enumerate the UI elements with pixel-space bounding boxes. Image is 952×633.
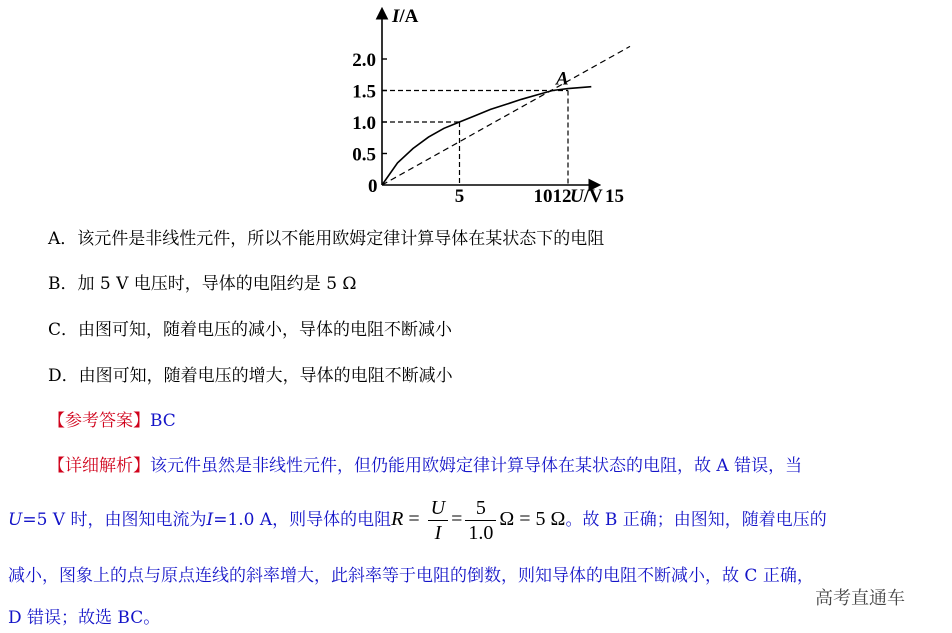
iv-curve bbox=[382, 87, 591, 185]
formula-lhs: R bbox=[391, 507, 404, 530]
option-a[interactable]: A．该元件是非线性元件，所以不能用欧姆定律计算导体在某状态下的电阻 bbox=[48, 229, 605, 249]
point-a-label: A bbox=[556, 68, 569, 90]
analysis-line-1 bbox=[48, 455, 802, 477]
x-tick-label: 5 bbox=[454, 186, 465, 207]
symbol-i: I bbox=[206, 510, 214, 530]
option-d[interactable]: D．由图可知，随着电压的增大，导体的电阻不断减小 bbox=[48, 366, 453, 386]
answer-value: BC bbox=[150, 411, 176, 431]
analysis-line-2 bbox=[8, 492, 827, 548]
analysis-tag: 【详细解析】 bbox=[48, 456, 150, 476]
formula-result: = 5 Ω bbox=[519, 507, 566, 530]
y-tick-label: 1.5 bbox=[352, 81, 376, 103]
chart-plot-area bbox=[352, 6, 630, 207]
fraction-denominator-1: 1.0 bbox=[468, 521, 494, 544]
y-axis-label: I/A bbox=[392, 6, 419, 27]
analysis-text-2b: =1.0 A，则导体的电阻 bbox=[213, 510, 392, 530]
y-tick-label: 1.0 bbox=[352, 113, 376, 134]
analysis-text-1: 该元件虽然是非线性元件，但仍能用欧姆定律计算导体在某状态的电阻，故 A 错误，当 bbox=[150, 456, 803, 476]
iv-chart bbox=[330, 0, 624, 207]
fraction-numerator-5: 5 bbox=[465, 496, 496, 521]
fraction-numerator-u: U bbox=[428, 496, 448, 521]
y-tick-label: 2.0 bbox=[352, 50, 376, 71]
analysis-text-2a: =5 V 时，由图知电流为 bbox=[22, 510, 207, 530]
symbol-u: U bbox=[8, 510, 23, 530]
analysis-line-3: 减小，图象上的点与原点连线的斜率增大，此斜率等于电阻的倒数，则知导体的电阻不断减小，故 C 正确， bbox=[8, 566, 814, 586]
x-axis-label: U/V bbox=[570, 186, 603, 207]
answer-row bbox=[48, 410, 176, 432]
origin-label: 0 bbox=[368, 176, 378, 197]
y-tick-label: 0.5 bbox=[352, 144, 376, 166]
answer-tag: 【参考答案】 bbox=[48, 411, 150, 431]
watermark: 高考直通车 bbox=[815, 588, 905, 609]
formula-unit: Ω bbox=[499, 507, 515, 530]
fraction-u-over-i bbox=[428, 496, 448, 545]
fraction-5-over-1 bbox=[465, 496, 496, 545]
fraction-denominator-i: I bbox=[434, 521, 442, 544]
proportional-line bbox=[382, 46, 630, 185]
resistance-formula: R = $\frac{U}{I}$ = $\frac{5}{1.0}$ Ω = 5 Ω bbox=[391, 496, 566, 544]
x-tick-label: 15 bbox=[605, 186, 624, 207]
analysis-text-2c: 。故 B 正确；由图知，随着电压的 bbox=[565, 510, 827, 530]
x-tick-label: 1012 bbox=[533, 186, 572, 207]
analysis-line-4: D 错误；故选 BC。 bbox=[8, 608, 161, 628]
option-c[interactable]: C．由图可知，随着电压的减小，导体的电阻不断减小 bbox=[48, 320, 453, 340]
option-b[interactable]: B．加 5 V 电压时，导体的电阻约是 5 Ω bbox=[48, 274, 357, 294]
